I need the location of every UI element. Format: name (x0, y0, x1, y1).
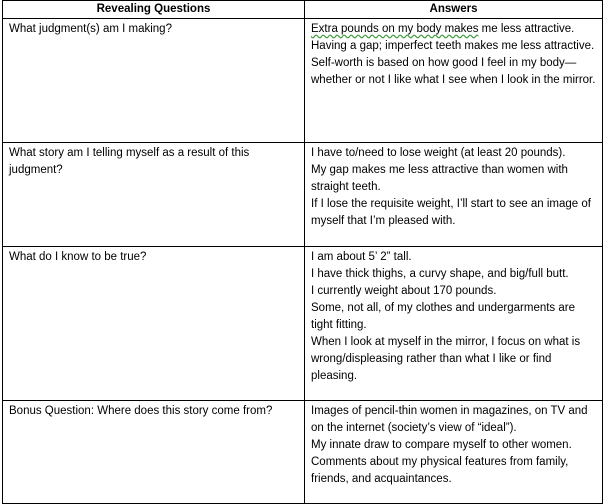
answer-line: I have thick thighs, a curvy shape, and big/full butt. (311, 268, 569, 280)
table-row (3, 247, 603, 401)
answer-line: I am about 5’ 2” tall. (311, 251, 412, 263)
question-text: What judgment(s) am I making? (9, 23, 172, 35)
questions-table (2, 0, 603, 504)
answer-line: My innate draw to compare myself to other women. (311, 439, 572, 451)
table-row (3, 401, 603, 504)
header-answers: Answers (305, 1, 603, 19)
question-cell (3, 401, 305, 504)
answer-line: When I look at myself in the mirror, I focus on what is wrong/displeasing rather than what I like or find pleasing. (311, 336, 581, 382)
answer-cell (305, 401, 603, 504)
answer-line: I currently weight about 170 pounds. (311, 285, 497, 297)
answer-line: Images of pencil-thin women in magazines, on TV and on the internet (society’s view of “ideal”). (311, 405, 588, 434)
question-text: What do I know to be true? (9, 251, 147, 263)
answer-line: My gap makes me less attractive than women with straight teeth. (311, 164, 568, 193)
answer-line: Comments about my physical features from family, friends, and acquaintances. (311, 456, 569, 485)
answer-line (311, 21, 596, 38)
answer-line: Some, not all, of my clothes and undergarments are tight fitting. (311, 302, 576, 331)
answer-cell (305, 247, 603, 401)
spellcheck-underline: Extra pounds on my body makes (311, 23, 479, 35)
answer-line-rest: me less attractive. (478, 23, 575, 35)
answer-cell (305, 143, 603, 247)
question-cell (3, 19, 305, 143)
answer-cell (305, 19, 603, 143)
question-text: What story am I telling myself as a result of this judgment? (9, 147, 250, 176)
question-text: Bonus Question: Where does this story come from? (9, 405, 273, 417)
header-questions: Revealing Questions (3, 1, 305, 19)
question-cell (3, 247, 305, 401)
question-cell (3, 143, 305, 247)
table-row (3, 19, 603, 143)
answer-line: If I lose the requisite weight, I’ll start to see an image of myself that I’m pleased with. (311, 198, 591, 227)
answer-line: Self-worth is based on how good I feel in my body—whether or not I like what I see when I look in the mirror. (311, 57, 596, 86)
answer-line: I have to/need to lose weight (at least 20 pounds). (311, 147, 566, 159)
answer-line: Having a gap; imperfect teeth makes me less attractive. (311, 40, 595, 52)
table-row (3, 143, 603, 247)
header-row (3, 1, 603, 19)
